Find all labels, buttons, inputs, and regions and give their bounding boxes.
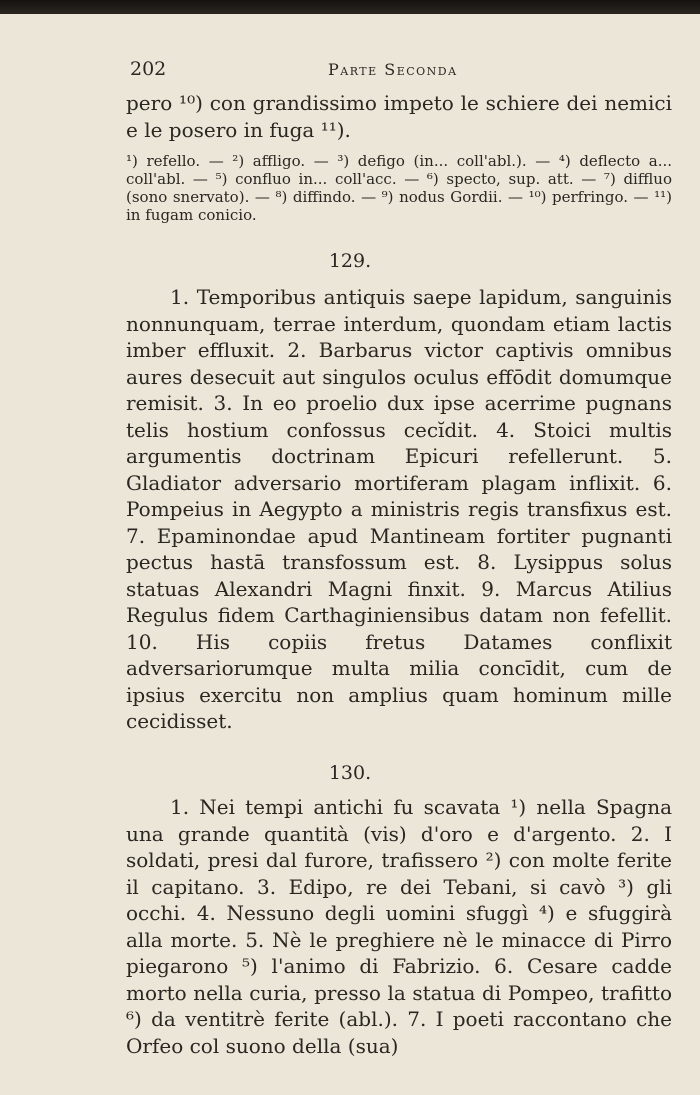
footnotes [126, 152, 672, 224]
section-130-body [126, 794, 672, 1059]
page-number: 202 [130, 58, 167, 80]
running-title: Parte Seconda [328, 60, 458, 79]
section-129-text: 1. Temporibus antiquis saepe lapidum, sanguinis nonnunquam, terrae interdum, quondam etiam lactis imber effluxit. 2. Barbarus victor captivis omnibus aures desecuit aut singulos oculus effōdit domumque remisit. 3. In eo proelio dux ipse acerrime pugnans telis hostium confossus cecĭdit. 4. Stoici multis argumentis doctrinam Epicuri refellerunt. 5. Gladiator adversario mortiferam plagam inflixit. 6. Pompeius in Aegypto a ministris regis transfixus est. 7. Epaminondae apud Mantineam fortiter pugnanti pectus hastā transfossum est. 8. Lysippus solus statuas Alexandri Magni finxit. 9. Marcus Atilius Regulus fidem Carthaginiensibus datam non fefellit. 10. His copiis fretus Datames conflixit adversariorumque multa milia concīdit, cum de ipsius exercitu non amplius quam hominum mille cecidisset. [126, 285, 672, 733]
footnotes-text: ¹) refello. — ²) affligo. — ³) defigo (in... coll'abl.). — ⁴) deflecto a... coll'abl. — ⁵) confluo in... coll'acc. — ⁶) specto, sup. att. — ⁷) diffluo (sono snervato). — ⁸) diffindo. — ⁹) nodus Gordii. — ¹⁰) perfringo. — ¹¹) in fugam conicio. [126, 152, 672, 224]
intro-paragraph [126, 90, 672, 143]
book-page [0, 14, 700, 1095]
section-129-body [126, 284, 672, 735]
section-130-text: 1. Nei tempi antichi fu scavata ¹) nella Spagna una grande quantità (vis) d'oro e d'argento. 2. I soldati, presi dal furore, trafissero ²) con molte ferite il capitano. 3. Edipo, re dei Tebani, si cavò ³) gli occhi. 4. Nessuno degli uomini sfuggì ⁴) e sfuggirà alla morte. 5. Nè le preghiere nè le minacce di Pirro piegarono ⁵) l'animo di Fabrizio. 6. Cesare cadde morto nella curia, presso la statua di Pompeo, trafitto ⁶) da ventitrè ferite (abl.). 7. I poeti raccontano che Orfeo col suono della (sua) [126, 795, 672, 1058]
page-header [130, 58, 670, 84]
intro-text: pero ¹⁰) con grandissimo impeto le schiere dei nemici e le posero in fuga ¹¹). [126, 91, 672, 142]
scan-top-edge [0, 0, 700, 14]
section-129-heading: 129. [328, 250, 372, 272]
section-130-heading: 130. [328, 762, 372, 784]
